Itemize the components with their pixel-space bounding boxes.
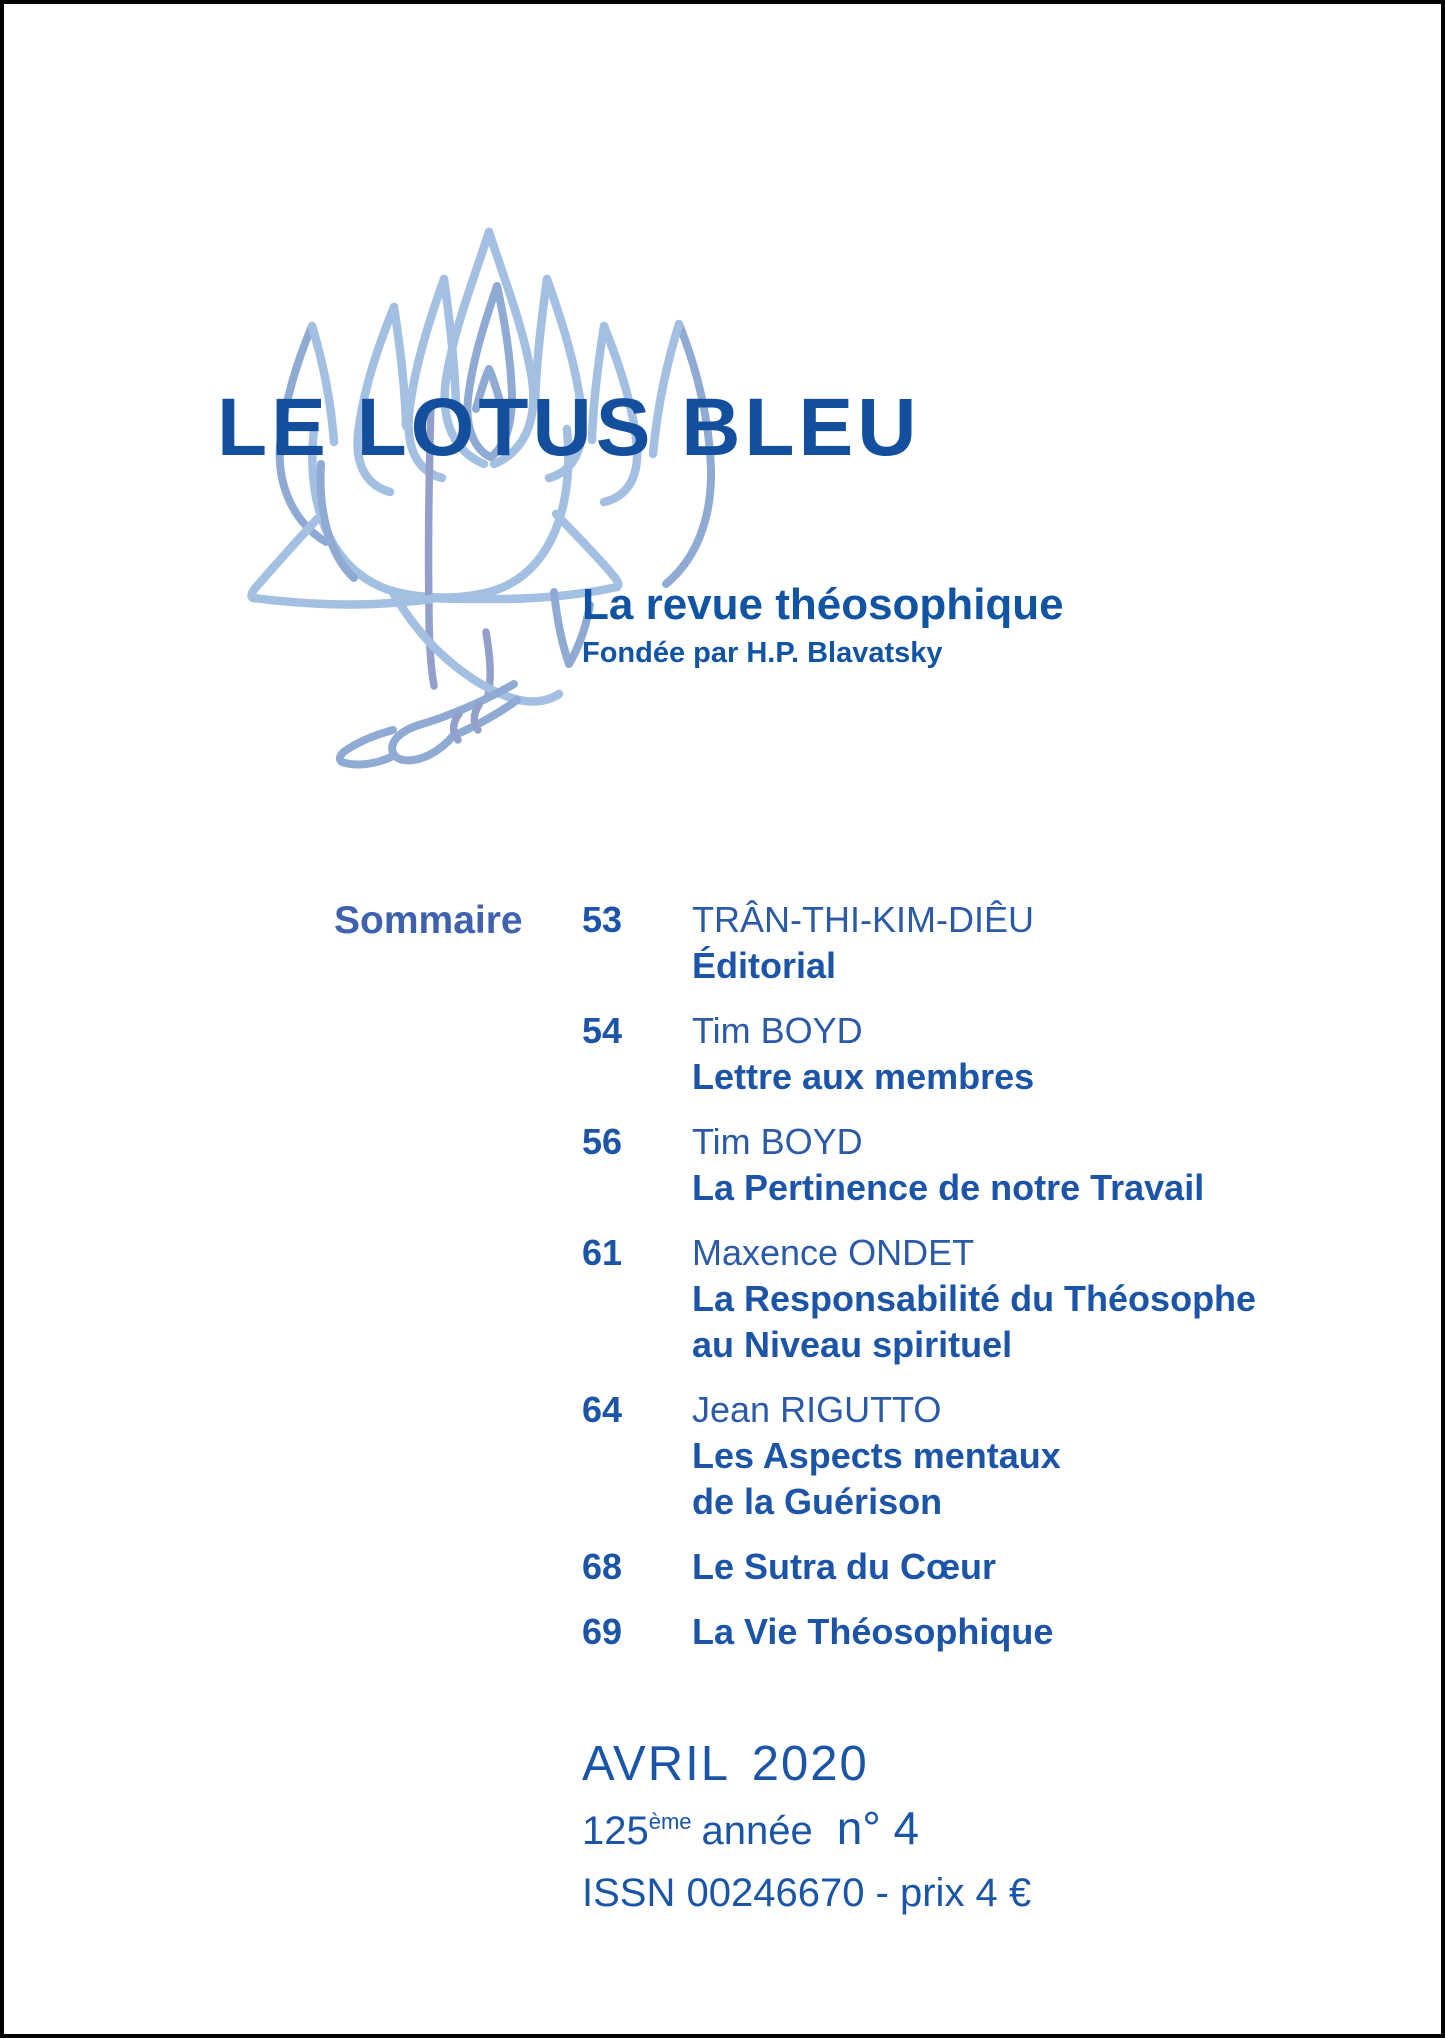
issue-date: AVRIL 2020: [582, 1737, 869, 1791]
toc-author: Tim BOYD: [692, 1121, 863, 1162]
toc-author: Jean RIGUTTO: [692, 1389, 942, 1430]
toc-entry-body: [692, 1230, 1362, 1368]
toc-entry: [582, 1609, 1362, 1655]
toc-entry: [582, 897, 1362, 989]
toc-entry: [582, 1119, 1362, 1211]
magazine-title: LE LOTUS BLEU: [217, 382, 921, 473]
toc-article-title: La Responsabilité du Théosophe: [692, 1278, 1257, 1319]
toc-author: Tim BOYD: [692, 1010, 863, 1051]
toc-article-title: Lettre aux membres: [692, 1056, 1035, 1097]
issue-number: n° 4: [836, 1802, 920, 1854]
toc-article-title: La Vie Théosophique: [692, 1611, 1054, 1652]
toc-list: [582, 897, 1362, 1674]
toc-author: TRÂN-THI-KIM-DIÊU: [692, 899, 1034, 940]
issue-year-number: 125: [582, 1809, 649, 1853]
toc-heading: Sommaire: [334, 899, 523, 942]
toc-page-number: 69: [582, 1611, 623, 1652]
toc-entry-body: [692, 1008, 1362, 1100]
issue-year-line: [582, 1802, 1031, 1860]
toc-page-number: 54: [582, 1010, 623, 1051]
lotus-drawing: [174, 164, 834, 784]
toc-page-number: 56: [582, 1121, 623, 1162]
issue-year-suffix: ème: [648, 1809, 692, 1834]
toc-article-title: de la Guérison: [692, 1481, 943, 1522]
toc-entry: [582, 1008, 1362, 1100]
lotus-illustration-icon: [174, 164, 834, 784]
toc-entry-body: [692, 1544, 1362, 1590]
issue-info: [582, 1738, 1031, 1916]
toc-entry: [582, 1387, 1362, 1525]
toc-entry-body: [692, 1387, 1362, 1525]
toc-article-title: Le Sutra du Cœur: [692, 1546, 996, 1587]
magazine-subtitle: La revue théosophique: [582, 580, 1064, 629]
toc-entry-body: [692, 1609, 1362, 1655]
toc-entry-body: [692, 897, 1362, 989]
toc-article-title: La Pertinence de notre Travail: [692, 1167, 1205, 1208]
toc-entry-body: [692, 1119, 1362, 1211]
toc-article-title: au Niveau spirituel: [692, 1324, 1013, 1365]
toc-page-number: 61: [582, 1232, 623, 1273]
toc-entry: [582, 1544, 1362, 1590]
toc-author: Maxence ONDET: [692, 1232, 975, 1273]
toc-article-title: Les Aspects mentaux: [692, 1435, 1061, 1476]
toc-page-number: 64: [582, 1389, 623, 1430]
toc-entry: [582, 1230, 1362, 1368]
founder-line: Fondée par H.P. Blavatsky: [582, 637, 943, 669]
toc-page-number: 68: [582, 1546, 623, 1587]
issue-year-label: année: [701, 1809, 813, 1853]
toc-page-number: 53: [582, 899, 623, 940]
toc-article-title: Éditorial: [692, 945, 837, 986]
issn-price-line: ISSN 00246670 - prix 4 €: [582, 1871, 1032, 1915]
